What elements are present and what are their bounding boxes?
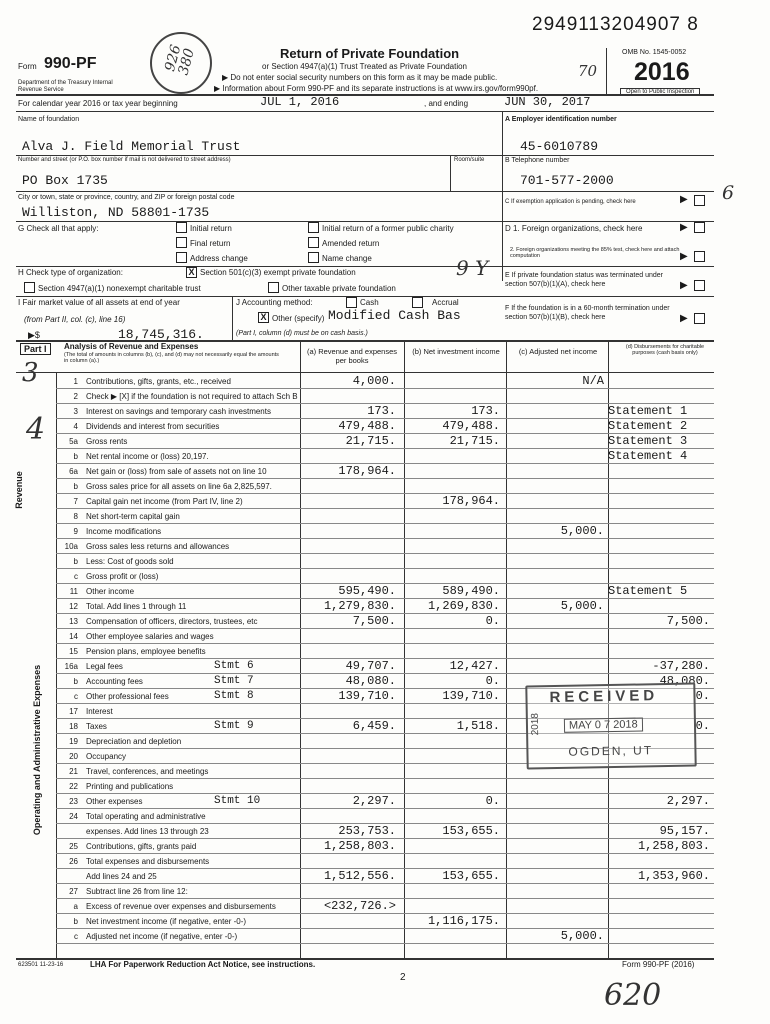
foreign-org-arrow-icon: ▶	[680, 222, 688, 233]
col-a-header: (a) Revenue and expenses per books	[306, 347, 398, 365]
col-b-value[interactable]: 0.	[485, 674, 500, 688]
col-d-value[interactable]: Statement 2	[608, 419, 688, 433]
line-label: Capital gain net income (from Part IV, line 2)	[86, 497, 243, 506]
footer-form-ref: Form 990-PF (2016)	[622, 960, 695, 969]
phone-label: B Telephone number	[505, 157, 570, 164]
line-number: b	[73, 557, 78, 566]
line-number: b	[73, 452, 78, 461]
table-row	[0, 404, 770, 418]
line-number: a	[73, 902, 78, 911]
form-number: 990-PF	[44, 55, 97, 72]
col-b-value[interactable]: 1,269,830.	[427, 599, 500, 613]
table-row	[0, 929, 770, 943]
g-label: G Check all that apply:	[18, 224, 99, 233]
sixty-month-arrow-icon: ▶	[680, 313, 688, 324]
period-end-label: , and ending	[424, 99, 469, 108]
part1-label: Part I	[20, 343, 51, 355]
col-a-value[interactable]: <232,726.>	[323, 899, 396, 913]
period-end[interactable]: JUN 30, 2017	[504, 95, 591, 109]
line-label: Net gain or (loss) from sale of assets not on line 10	[86, 467, 267, 476]
line-label: Dividends and interest from securities	[86, 422, 220, 431]
line-number: 17	[69, 707, 78, 716]
name-change-label: Name change	[322, 254, 372, 263]
line-number: 25	[69, 842, 78, 851]
table-row	[0, 839, 770, 853]
street-label: Number and street (or P.O. box number if mail is not delivered to street address)	[18, 157, 231, 163]
statement-ref: Stmt 7	[214, 675, 254, 687]
table-row	[0, 554, 770, 568]
line-number: c	[74, 692, 78, 701]
other-method-label: Other (specify)	[272, 314, 325, 323]
col-b-value[interactable]: 153,655.	[442, 824, 500, 838]
circle-stamp-text: 926 380	[162, 43, 198, 77]
foreign-85-arrow-icon: ▶	[680, 251, 688, 262]
table-row	[0, 524, 770, 538]
col-a-value[interactable]: 178,964.	[338, 464, 396, 478]
col-b-value[interactable]: 178,964.	[442, 494, 500, 508]
table-row	[0, 899, 770, 913]
section-4947-checkbox[interactable]	[24, 282, 35, 293]
line-number: 18	[69, 722, 78, 731]
received-stamp	[525, 683, 696, 770]
address-change-checkbox[interactable]	[176, 252, 187, 263]
col-d-value[interactable]: -37,280.	[652, 659, 710, 673]
statement-ref: Stmt 8	[214, 690, 254, 702]
col-a-value[interactable]: 1,512,556.	[323, 869, 396, 883]
other-taxable-label: Other taxable private foundation	[282, 284, 396, 293]
col-b-value[interactable]: 1,518.	[456, 719, 500, 733]
dln-number: 2949113204907 8	[532, 14, 699, 35]
table-row	[0, 464, 770, 478]
received-stamp-city: OGDEN, UT	[568, 743, 654, 759]
table-row	[0, 599, 770, 613]
table-row	[0, 449, 770, 463]
handwritten-70: 70	[578, 62, 598, 80]
line-label: Taxes	[86, 722, 107, 731]
accounting-method-label: J Accounting method:	[236, 298, 313, 307]
terminated-status-label: E If private foundation status was terminated under section 507(b)(1)(A), check here	[505, 272, 663, 288]
line-label: Printing and publications	[86, 782, 174, 791]
table-row	[0, 779, 770, 793]
foundation-name-label: Name of foundation	[18, 116, 80, 123]
line-label: Other income	[86, 587, 135, 596]
department-label: Department of the Treasury Internal Revenue Service	[18, 80, 113, 93]
table-row	[0, 584, 770, 598]
footer-lha: LHA For Paperwork Reduction Act Notice, see instructions.	[90, 960, 316, 969]
form-title: Return of Private Foundation	[280, 46, 460, 61]
line-label: Gross rents	[86, 437, 128, 446]
col-c-value[interactable]: 5,000.	[560, 599, 604, 613]
col-b-value[interactable]: 589,490.	[442, 584, 500, 598]
col-a-value[interactable]: 595,490.	[338, 584, 396, 598]
section-4947-label: Section 4947(a)(1) nonexempt charitable trust	[38, 284, 201, 293]
col-a-value[interactable]: 6,459.	[352, 719, 396, 733]
table-row	[0, 644, 770, 658]
table-row	[0, 914, 770, 928]
col-c-value[interactable]: N/A	[582, 374, 604, 388]
col-b-value[interactable]: 0.	[485, 794, 500, 808]
sixty-month-checkbox[interactable]	[694, 313, 705, 324]
exemption-pending-checkbox[interactable]	[694, 195, 705, 206]
line-label: Net rental income or (loss) 20,197.	[86, 452, 209, 461]
table-row	[0, 434, 770, 448]
col-d-value[interactable]: 2,297.	[666, 794, 710, 808]
line-number: 13	[69, 617, 78, 626]
col-c-value[interactable]: 5,000.	[560, 524, 604, 538]
public-inspection: Open to Public Inspection	[620, 88, 700, 96]
final-return-checkbox[interactable]	[176, 237, 187, 248]
cash-basis-note: (Part I, column (d) must be on cash basis.)	[236, 330, 368, 337]
fmv-arrow-icon: ▶$	[28, 330, 40, 340]
col-b-value[interactable]: 1,116,175.	[427, 914, 500, 928]
line-number: 27	[69, 887, 78, 896]
line-number: 20	[69, 752, 78, 761]
line-label: Total expenses and disbursements	[86, 857, 210, 866]
col-c-value[interactable]: 5,000.	[560, 929, 604, 943]
terminated-status-checkbox[interactable]	[694, 280, 705, 291]
line-label: Compensation of officers, directors, trustees, etc	[86, 617, 258, 626]
side-expenses-label: Operating and Administrative Expenses	[32, 664, 42, 836]
amended-return-checkbox[interactable]	[308, 237, 319, 248]
col-b-value[interactable]: 21,715.	[449, 434, 500, 448]
table-row	[0, 389, 770, 403]
other-taxable-checkbox[interactable]	[268, 282, 279, 293]
line-number: b	[73, 677, 78, 686]
line-number: 9	[73, 527, 78, 536]
col-d-value[interactable]: 1,258,803.	[637, 839, 710, 853]
col-c-header: (c) Adjusted net income	[518, 347, 598, 356]
line-number: 6a	[69, 467, 78, 476]
other-method-value[interactable]: Modified Cash Bas	[328, 308, 461, 323]
omb-number: OMB No. 1545-0052	[622, 49, 687, 56]
table-row	[0, 659, 770, 673]
col-a-value[interactable]: 48,080.	[345, 674, 396, 688]
sixty-month-label: F If the foundation is in a 60-month termination under section 507(b)(1)(B), check here	[505, 305, 670, 321]
line-number: 7	[73, 497, 78, 506]
table-row	[0, 539, 770, 553]
line-number: c	[74, 572, 78, 581]
line-number: 23	[69, 797, 78, 806]
table-row	[0, 794, 770, 808]
ein-value[interactable]: 45-6010789	[520, 139, 599, 154]
city-label: City or town, state or province, country, and ZIP or foreign postal code	[18, 194, 235, 201]
col-a-value[interactable]: 21,715.	[345, 434, 396, 448]
final-return-label: Final return	[190, 239, 231, 248]
col-d-value[interactable]: 1,353,960.	[637, 869, 710, 883]
line-label: Gross profit or (loss)	[86, 572, 159, 581]
former-public-charity-checkbox[interactable]	[308, 222, 319, 233]
section-501c3-label: Section 501(c)(3) exempt private foundation	[200, 268, 356, 277]
line-number: b	[73, 917, 78, 926]
part1-description: (The total of amounts in columns (b), (c), and (d) may not necessarily equal the amounts in column (a).)	[64, 352, 279, 364]
line-label: Interest on savings and temporary cash investments	[86, 407, 271, 416]
line-label: Income modifications	[86, 527, 162, 536]
col-d-value[interactable]: Statement 3	[608, 434, 688, 448]
row-rule	[56, 943, 714, 944]
line-label: Accounting fees	[86, 677, 143, 686]
col-b-value[interactable]: 0.	[485, 614, 500, 628]
exemption-pending-label: C If exemption application is pending, check here	[505, 199, 636, 205]
line-number: 19	[69, 737, 78, 746]
h-label: H Check type of organization:	[18, 268, 123, 277]
phone-value[interactable]: 701-577-2000	[520, 173, 614, 188]
side-revenue-label: Revenue	[14, 471, 24, 509]
line-label: Depreciation and depletion	[86, 737, 182, 746]
col-a-value[interactable]: 173.	[367, 404, 396, 418]
line-label: Net short-term capital gain	[86, 512, 180, 521]
ein-label: A Employer identification number	[505, 116, 617, 123]
fmv-from-label: (from Part II, col. (c), line 16)	[24, 315, 126, 324]
col-b-value[interactable]: 479,488.	[442, 419, 500, 433]
line-number: 8	[73, 512, 78, 521]
table-row	[0, 629, 770, 643]
statement-ref: Stmt 9	[214, 720, 254, 732]
other-method-checkbox[interactable]: X	[258, 312, 269, 323]
line-number: 11	[69, 587, 78, 596]
line-number: 15	[69, 647, 78, 656]
col-a-value[interactable]: 4,000.	[352, 374, 396, 388]
footer-code: 623501 11-23-16	[18, 962, 64, 968]
accrual-label: Accrual	[432, 298, 459, 307]
circle-stamp	[150, 32, 212, 94]
col-a-value[interactable]: 139,710.	[338, 689, 396, 703]
line-label: Contributions, gifts, grants, etc., received	[86, 377, 231, 386]
received-stamp-side: 2018	[529, 712, 542, 736]
cash-checkbox[interactable]	[346, 297, 357, 308]
col-d-header: (d) Disbursements for charitable purposes (cash basis only)	[625, 344, 705, 356]
line-label: Other employee salaries and wages	[86, 632, 214, 641]
col-d-value[interactable]: Statement 1	[608, 404, 688, 418]
line-number: 21	[69, 767, 78, 776]
line-number: 24	[69, 812, 78, 821]
line-number: b	[73, 482, 78, 491]
received-stamp-date: MAY 0 7 2018	[564, 717, 643, 732]
col-a-value[interactable]: 7,500.	[352, 614, 396, 628]
exemption-arrow-icon: ▶	[680, 194, 688, 205]
line-number: 3	[73, 407, 78, 416]
line-number: 2	[73, 392, 78, 401]
line-label: Contributions, gifts, grants paid	[86, 842, 197, 851]
col-d-value[interactable]: Statement 4	[608, 449, 688, 463]
line-number: c	[74, 932, 78, 941]
statement-ref: Stmt 6	[214, 660, 254, 672]
period-begin[interactable]: JUL 1, 2016	[260, 95, 340, 109]
table-row	[0, 614, 770, 628]
table-row	[0, 884, 770, 898]
line-label: Net investment income (if negative, enter -0-)	[86, 917, 247, 926]
col-a-value[interactable]: 1,279,830.	[323, 599, 396, 613]
col-d-value[interactable]: 7,500.	[666, 614, 710, 628]
line-label: Travel, conferences, and meetings	[86, 767, 209, 776]
line-number: 16a	[64, 662, 78, 671]
line-label: Gross sales price for all assets on line 6a 2,825,597.	[86, 482, 272, 491]
foreign-org-label: D 1. Foreign organizations, check here	[505, 224, 643, 233]
former-public-charity-label: Initial return of a former public charity	[322, 224, 454, 233]
statement-ref: Stmt 10	[214, 795, 261, 807]
col-b-value[interactable]: 153,655.	[442, 869, 500, 883]
line-number: 1	[73, 377, 78, 386]
form-label: Form	[18, 62, 37, 71]
handwritten-3: 3	[22, 358, 39, 388]
line-label: Occupancy	[86, 752, 127, 761]
col-b-value[interactable]: 12,427.	[449, 659, 500, 673]
amended-return-label: Amended return	[322, 239, 380, 248]
fmv-label: I Fair market value of all assets at end of year	[18, 298, 180, 307]
ssn-notice: ▶ Do not enter social security numbers on this form as it may be made public.	[222, 73, 498, 82]
line-number: 14	[69, 632, 78, 641]
handwritten-9y: 9 Y	[456, 256, 489, 280]
line-label: Pension plans, employee benefits	[86, 647, 206, 656]
tax-year: 2016	[634, 58, 690, 86]
received-stamp-title: RECEIVED	[549, 687, 659, 707]
table-row	[0, 854, 770, 868]
line-label: Legal fees	[86, 662, 123, 671]
table-row	[0, 494, 770, 508]
city-value[interactable]: Williston, ND 58801-1735	[22, 205, 210, 220]
foreign-org-checkbox[interactable]	[694, 222, 705, 233]
info-notice: ▶ Information about Form 990-PF and its separate instructions is at www.irs.gov/form990pf.	[214, 84, 539, 93]
initial-return-label: Initial return	[190, 224, 232, 233]
table-row	[0, 824, 770, 838]
room-suite-label: Room/suite	[454, 157, 485, 163]
line-number: 10a	[64, 542, 78, 551]
initial-return-checkbox[interactable]	[176, 222, 187, 233]
page-number: 2	[400, 972, 406, 983]
col-a-value[interactable]: 2,297.	[352, 794, 396, 808]
foreign-85-checkbox[interactable]	[694, 251, 705, 262]
part1-title: Analysis of Revenue and Expenses	[64, 342, 199, 351]
period-label: For calendar year 2016 or tax year beginning	[18, 99, 178, 108]
line-label: Less: Cost of goods sold	[86, 557, 174, 566]
line-label: Gross sales less returns and allowances	[86, 542, 230, 551]
line-label: Interest	[86, 707, 113, 716]
table-row	[0, 569, 770, 583]
fmv-value[interactable]: 18,745,316.	[118, 327, 204, 342]
street-address[interactable]: PO Box 1735	[22, 173, 108, 188]
line-label: Other professional fees	[86, 692, 169, 701]
form-subtitle: or Section 4947(a)(1) Trust Treated as Private Foundation	[262, 62, 467, 71]
col-a-value[interactable]: 253,753.	[338, 824, 396, 838]
line-number: 12	[69, 602, 78, 611]
line-label: Other expenses	[86, 797, 143, 806]
table-row	[0, 869, 770, 883]
handwritten-620: 620	[604, 978, 662, 1013]
line-label: Add lines 24 and 25	[86, 872, 157, 881]
line-label: expenses. Add lines 13 through 23	[86, 827, 209, 836]
cash-label: Cash	[360, 298, 379, 307]
foundation-name[interactable]: Alva J. Field Memorial Trust	[22, 139, 241, 154]
col-b-header: (b) Net investment income	[412, 347, 500, 356]
line-label: Adjusted net income (if negative, enter -0-)	[86, 932, 238, 941]
handwritten-4: 4	[26, 412, 46, 447]
col-a-value[interactable]: 479,488.	[338, 419, 396, 433]
line-number: 5a	[69, 437, 78, 446]
table-row	[0, 509, 770, 523]
col-b-value[interactable]: 139,710.	[442, 689, 500, 703]
line-label: Check ▶ [X] if the foundation is not required to attach Sch B	[86, 392, 298, 401]
col-b-value[interactable]: 173.	[471, 404, 500, 418]
info-notice-text: Information about Form 990-PF and its separate instructions is at www.irs.gov/form990pf.	[222, 84, 539, 93]
col-a-value[interactable]: 1,258,803.	[323, 839, 396, 853]
col-d-value[interactable]: Statement 5	[608, 584, 688, 598]
line-number: 22	[69, 782, 78, 791]
table-row	[0, 479, 770, 493]
table-row	[0, 374, 770, 388]
col-d-value[interactable]: 0.	[695, 689, 710, 703]
table-row	[0, 419, 770, 433]
col-d-value[interactable]: 0.	[695, 719, 710, 733]
terminated-arrow-icon: ▶	[680, 280, 688, 291]
section-501c3-checkbox[interactable]: X	[186, 267, 197, 278]
table-row	[0, 809, 770, 823]
address-change-label: Address change	[190, 254, 248, 263]
ssn-notice-text: Do not enter social security numbers on this form as it may be made public.	[230, 73, 498, 82]
line-label: Total. Add lines 1 through 11	[86, 602, 187, 611]
col-d-value[interactable]: 48,080.	[659, 674, 710, 688]
line-label: Subtract line 26 from line 12:	[86, 887, 188, 896]
line-label: Total operating and administrative	[86, 812, 206, 821]
accrual-checkbox[interactable]	[412, 297, 423, 308]
col-a-value[interactable]: 49,707.	[345, 659, 396, 673]
line-number: 26	[69, 857, 78, 866]
handwritten-6: 6	[722, 182, 735, 204]
line-number: 4	[73, 422, 78, 431]
name-change-checkbox[interactable]	[308, 252, 319, 263]
foreign-85-label: 2. Foreign organizations meeting the 85% test, check here and attach computation	[510, 247, 680, 259]
line-label: Excess of revenue over expenses and disbursements	[86, 902, 276, 911]
col-d-value[interactable]: 95,157.	[659, 824, 710, 838]
